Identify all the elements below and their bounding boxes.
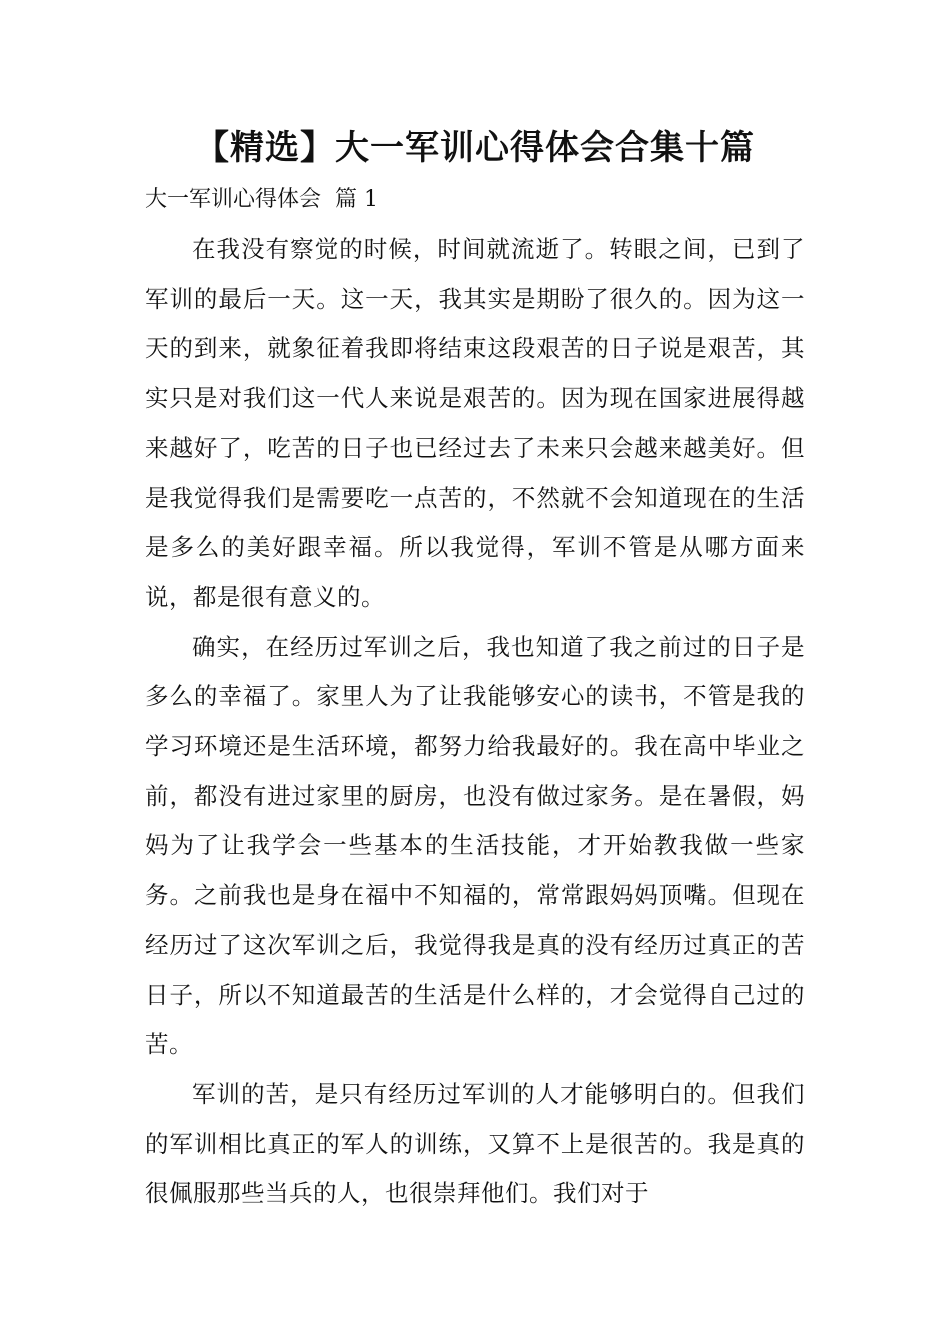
paragraph-1: 在我没有察觉的时候，时间就流逝了。转眼之间，已到了军训的最后一天。这一天，我其实是期盼了很久的。因为这一天的到来，就象征着我即将结束这段艰苦的日子说是艰苦，其实只是对我们这一代人来说是艰苦的。因为现在国家进展得越来越好了，吃苦的日子也已经过去了未来只会越来越美好。但是我觉得我们是需要吃一点苦的，不然就不会知道现在的生活是多么的美好跟幸福。所以我觉得，军训不管是从哪方面来说，都是很有意义的。 bbox=[145, 235, 805, 611]
section-heading: 大一军训心得体会 篇 1 bbox=[145, 187, 378, 212]
document-body bbox=[145, 225, 805, 1219]
paragraph-3: 军训的苦，是只有经历过军训的人才能够明白的。但我们的军训相比真正的军人的训练，又算不上是很苦的。我是真的很佩服那些当兵的人，也很崇拜他们。我们对于 bbox=[145, 1079, 805, 1208]
paragraph-2: 确实，在经历过军训之后，我也知道了我之前过的日子是多么的幸福了。家里人为了让我能够安心的读书，不管是我的学习环境还是生活环境，都努力给我最好的。我在高中毕业之前，都没有进过家里的厨房，也没有做过家务。是在暑假，妈妈为了让我学会一些基本的生活技能，才开始教我做一些家务。之前我也是身在福中不知福的，常常跟妈妈顶嘴。但现在经历过了这次军训之后，我觉得我是真的没有经历过真正的苦日子，所以不知道最苦的生活是什么样的，才会觉得自己过的苦。 bbox=[145, 632, 805, 1059]
document-title: 【精选】大一军训心得体会合集十篇 bbox=[195, 128, 755, 168]
